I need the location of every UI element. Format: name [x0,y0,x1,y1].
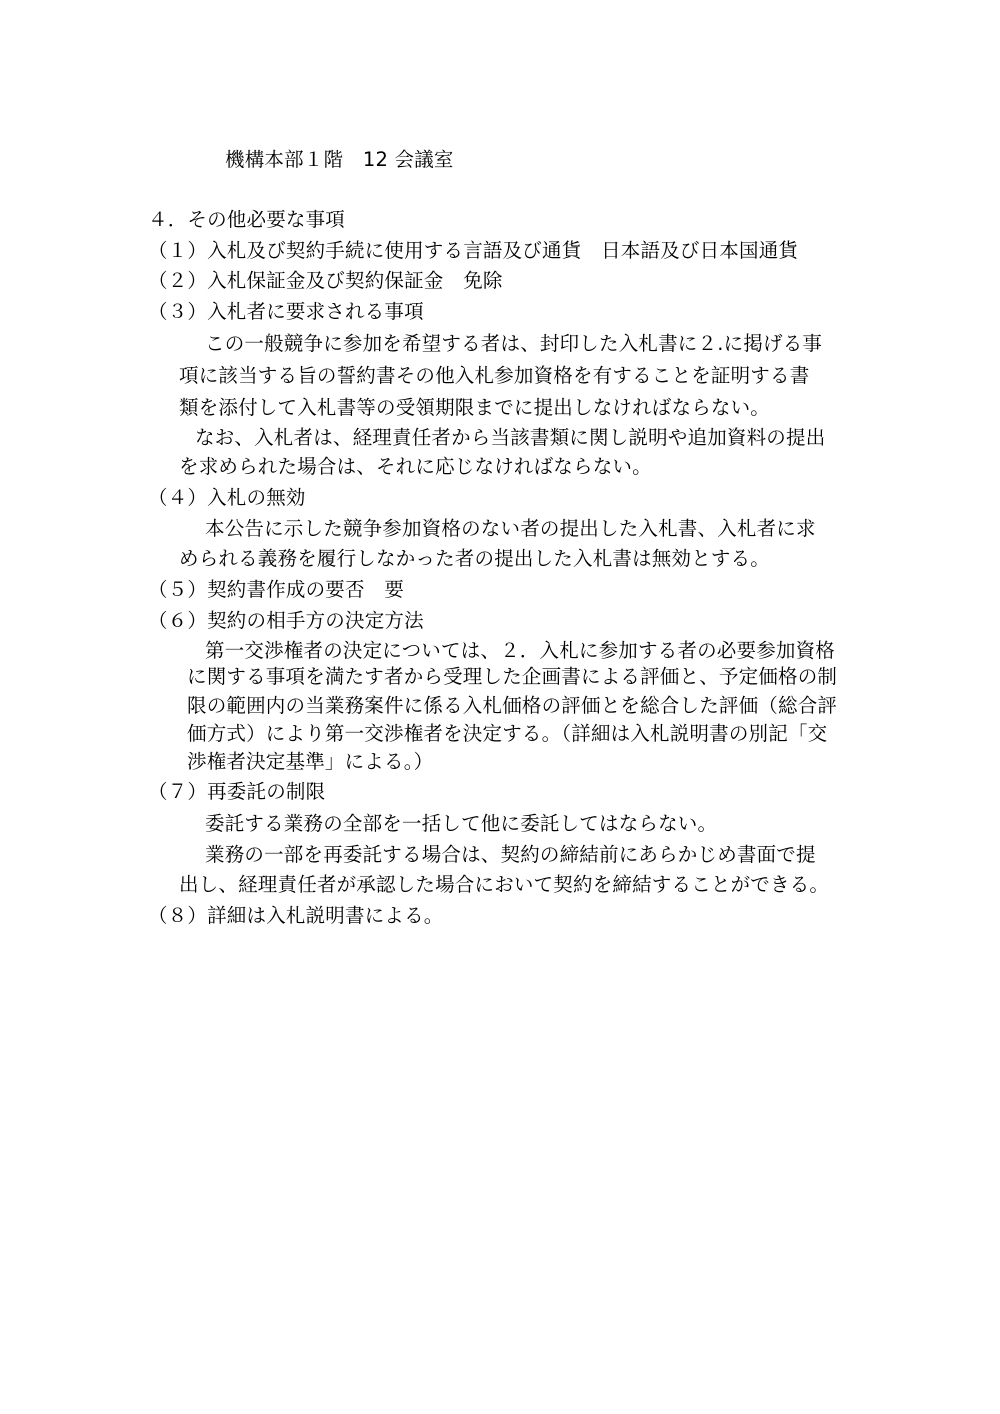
item-7-text: 業務の一部を再委託する場合は、契約の締結前にあらかじめ書面で提 [205,843,816,866]
item-3-text: を求められた場合は、それに応じなければならない。 [179,455,652,478]
item-4-text: められる義務を履行しなかった者の提出した入札書は無効とする。 [179,547,771,570]
item-6-text: 価方式）により第一交渉権者を決定する。（詳細は入札説明書の別記「交 [187,722,828,745]
item-3-text: この一般競争に参加を希望する者は、封印した入札書に２.に掲げる事 [205,332,823,355]
item-3-text: 項に該当する旨の誓約書その他入札参加資格を有することを証明する書 [179,364,810,387]
section-heading: ４．その他必要な事項 [148,208,346,231]
item-6-text: 渉権者決定基準」による。） [187,750,434,773]
item-8: （８）詳細は入札説明書による。 [148,904,444,927]
item-7-text: 出し、経理責任者が承認した場合において契約を締結することができる。 [179,873,830,896]
item-3-text: なお、入札者は、経理責任者から当該書類に関し説明や追加資料の提出 [195,426,826,449]
item-2: （２）入札保証金及び契約保証金 免除 [148,269,503,292]
item-6-heading: （６）契約の相手方の決定方法 [148,609,424,632]
item-6-text: 限の範囲内の当業務案件に係る入札価格の評価とを総合した評価（総合評 [187,694,838,717]
item-1: （１）入札及び契約手続に使用する言語及び通貨 日本語及び日本国通貨 [148,239,799,262]
meeting-location: 機構本部１階 12 会議室 [225,148,454,171]
item-4-text: 本公告に示した競争参加資格のない者の提出した入札書、入札者に求 [205,517,816,540]
item-7-heading: （７）再委託の制限 [148,780,326,803]
item-7-text: 委託する業務の全部を一括して他に委託してはならない。 [205,812,718,835]
item-4-heading: （４）入札の無効 [148,486,306,509]
item-3-heading: （３）入札者に要求される事項 [148,300,424,323]
item-5: （５）契約書作成の要否 要 [148,578,405,601]
item-6-text: に関する事項を満たす者から受理した企画書による評価と、予定価格の制 [187,665,838,688]
item-6-text: 第一交渉権者の決定については、２．入札に参加する者の必要参加資格 [205,639,836,662]
item-3-text: 類を添付して入札書等の受領期限までに提出しなければならない。 [179,396,771,419]
